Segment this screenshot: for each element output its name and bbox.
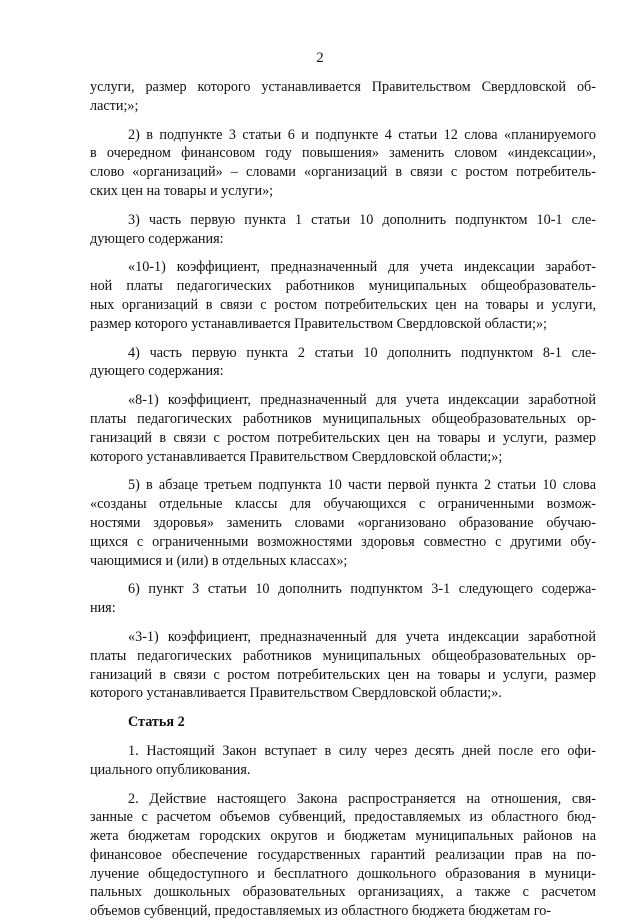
text-line: ласти;»; xyxy=(90,97,596,116)
paragraph-gap xyxy=(90,248,596,258)
text-line: циального опубликования. xyxy=(90,761,596,780)
text-line: ния: xyxy=(90,599,596,618)
paragraph xyxy=(90,344,596,382)
text-line: финансовое обеспечение государственных гарантий реализации прав на по- xyxy=(90,846,596,865)
paragraph-gap xyxy=(90,116,596,126)
text-line: дующего содержания: xyxy=(90,230,596,249)
paragraph xyxy=(90,258,596,333)
text-line: чающимися и (или) в отдельных классах»; xyxy=(90,552,596,571)
paragraph xyxy=(90,211,596,249)
paragraph xyxy=(90,628,596,703)
text-line: «10-1) коэффициент, предназначенный для учета индексации заработ- xyxy=(90,258,596,277)
text-line: щихся с ограниченными возможностями здоровья совместно с другими обу- xyxy=(90,533,596,552)
paragraph xyxy=(90,476,596,570)
page-number: 2 xyxy=(0,50,640,67)
text-line: которого устанавливается Правительством Свердловской области;»; xyxy=(90,448,596,467)
article-heading xyxy=(90,713,596,732)
paragraph-gap xyxy=(90,201,596,211)
text-line: жета бюджетам городских округов и бюджетам муниципальных районов на xyxy=(90,827,596,846)
text-line: ной платы педагогических работников муниципальных общеобразователь- xyxy=(90,277,596,296)
text-line: размер которого устанавливается Правительством Свердловской области;»; xyxy=(90,315,596,334)
paragraph xyxy=(90,742,596,780)
paragraph xyxy=(90,78,596,116)
text-line: «3-1) коэффициент, предназначенный для учета индексации заработной xyxy=(90,628,596,647)
text-line: 1. Настоящий Закон вступает в силу через десять дней после его офи- xyxy=(90,742,596,761)
text-line: ностями здоровья» заменить словами «организовано образование обучаю- xyxy=(90,514,596,533)
paragraph xyxy=(90,790,596,921)
text-line: Статья 2 xyxy=(90,713,596,732)
text-line: услуги, размер которого устанавливается Правительством Свердловской об- xyxy=(90,78,596,97)
text-line: ных организаций в связи с ростом потребительских цен на товары и услуги, xyxy=(90,296,596,315)
text-line: 3) часть первую пункта 1 статьи 10 дополнить подпунктом 10-1 сле- xyxy=(90,211,596,230)
text-line: пальных дошкольных образовательных организациях, а также с расчетом xyxy=(90,883,596,902)
text-line: 6) пункт 3 статьи 10 дополнить подпунктом 3-1 следующего содержа- xyxy=(90,580,596,599)
text-line: ских цен на товары и услуги»; xyxy=(90,182,596,201)
text-line: которого устанавливается Правительством Свердловской области;». xyxy=(90,684,596,703)
text-line: платы педагогических работников муниципальных общеобразовательных ор- xyxy=(90,410,596,429)
text-line: платы педагогических работников муниципальных общеобразовательных ор- xyxy=(90,647,596,666)
text-line: слово «организаций» – словами «организаций в связи с ростом потребитель- xyxy=(90,163,596,182)
paragraph-gap xyxy=(90,334,596,344)
text-line: занные с расчетом объемов субвенций, предоставляемых из областного бюд- xyxy=(90,808,596,827)
text-line: 4) часть первую пункта 2 статьи 10 дополнить подпунктом 8-1 сле- xyxy=(90,344,596,363)
text-line: в очередном финансовом году повышения» заменить словом «индексации», xyxy=(90,144,596,163)
paragraph-gap xyxy=(90,732,596,742)
paragraph-gap xyxy=(90,703,596,713)
paragraph xyxy=(90,126,596,201)
text-line: ганизаций в связи с ростом потребительских цен на товары и услуги, размер xyxy=(90,666,596,685)
paragraph-gap xyxy=(90,570,596,580)
text-line: 5) в абзаце третьем подпункта 10 части первой пункта 2 статьи 10 слова xyxy=(90,476,596,495)
text-line: лучение общедоступного и бесплатного дошкольного образования в муници- xyxy=(90,865,596,884)
text-line: 2. Действие настоящего Закона распространяется на отношения, свя- xyxy=(90,790,596,809)
paragraph xyxy=(90,391,596,466)
paragraph-gap xyxy=(90,780,596,790)
paragraph xyxy=(90,580,596,618)
text-line: ганизаций в связи с ростом потребительских цен на товары и услуги, размер xyxy=(90,429,596,448)
text-line: 2) в подпункте 3 статьи 6 и подпункте 4 статьи 12 слова «планируемого xyxy=(90,126,596,145)
text-line: «созданы отдельные классы для обучающихся с ограниченными возмож- xyxy=(90,495,596,514)
paragraph-gap xyxy=(90,466,596,476)
text-line: объемов субвенций, предоставляемых из областного бюджета бюджетам го- xyxy=(90,902,596,921)
text-line: дующего содержания: xyxy=(90,362,596,381)
paragraph-gap xyxy=(90,381,596,391)
document-body xyxy=(90,78,596,921)
text-line: «8-1) коэффициент, предназначенный для учета индексации заработной xyxy=(90,391,596,410)
paragraph-gap xyxy=(90,618,596,628)
